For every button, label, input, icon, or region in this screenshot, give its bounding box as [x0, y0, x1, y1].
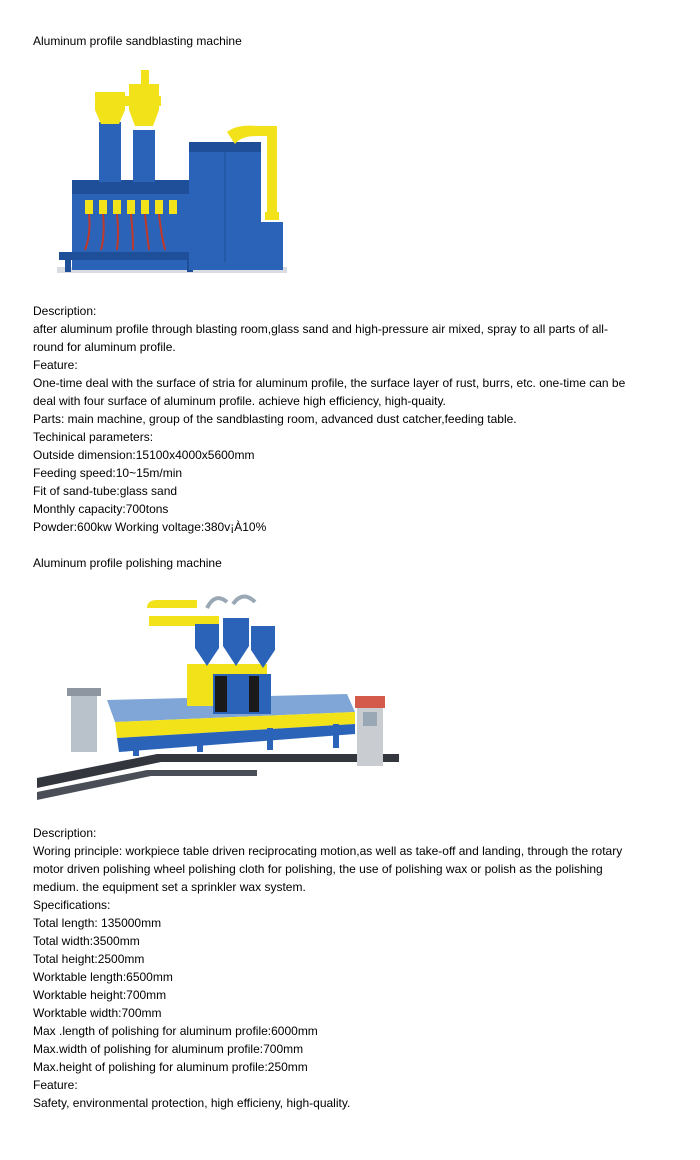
text-line: One-time deal with the surface of stria for aluminum profile, the surface layer of rust, burrs, etc. one-time can be deal with four surface of aluminum profile. achieve high efficiency, high-quaity. — [33, 376, 626, 408]
text-line: Total length: 135000mm — [33, 916, 162, 930]
polishing-description — [33, 824, 633, 1112]
text-line: Max .length of polishing for aluminum profile:6000mm — [33, 1024, 318, 1038]
sandblasting-machine-photo — [37, 62, 303, 280]
text-line: Max.height of polishing for aluminum profile:250mm — [33, 1060, 308, 1074]
text-line: Feature: — [33, 1078, 78, 1092]
text-line: Total width:3500mm — [33, 934, 140, 948]
text-line: Max.width of polishing for aluminum profile:700mm — [33, 1042, 304, 1056]
text-line: Feature: — [33, 358, 78, 372]
text-line: Outside dimension:15100x4000x5600mm — [33, 448, 255, 462]
text-line: Worktable height:700mm — [33, 988, 167, 1002]
text-line: Monthly capacity:700tons — [33, 502, 169, 516]
text-line: Worktable width:700mm — [33, 1006, 162, 1020]
text-line: Description: — [33, 304, 97, 318]
text-line: Powder:600kw Working voltage:380v¡À10% — [33, 520, 267, 534]
text-line: Total height:2500mm — [33, 952, 145, 966]
section-title-polishing: Aluminum profile polishing machine — [33, 556, 222, 570]
text-line: Techinical parameters: — [33, 430, 154, 444]
text-line: after aluminum profile through blasting room,glass sand and high-pressure air mixed, spray to all parts of all-round for aluminum profile. — [33, 322, 608, 354]
text-line: Parts: main machine, group of the sandblasting room, advanced dust catcher,feeding table. — [33, 412, 517, 426]
sandblasting-description — [33, 302, 633, 536]
text-line: Woring principle: workpiece table driven reciprocating motion,as well as take-off and landing, through the rotary motor driven polishing wheel polishing cloth for polishing, the use of polishing wax or polish as the polishing medium. the equipment set a sprinkler wax system. — [33, 844, 623, 894]
text-line: Safety, environmental protection, high efficieny, high-quality. — [33, 1096, 351, 1110]
text-line: Fit of sand-tube:glass sand — [33, 484, 178, 498]
text-line: Description: — [33, 826, 97, 840]
text-line: Feeding speed:10~15m/min — [33, 466, 183, 480]
text-line: Worktable length:6500mm — [33, 970, 173, 984]
polishing-machine-photo — [37, 582, 399, 808]
text-line: Specifications: — [33, 898, 111, 912]
section-title-sandblasting: Aluminum profile sandblasting machine — [33, 34, 242, 48]
